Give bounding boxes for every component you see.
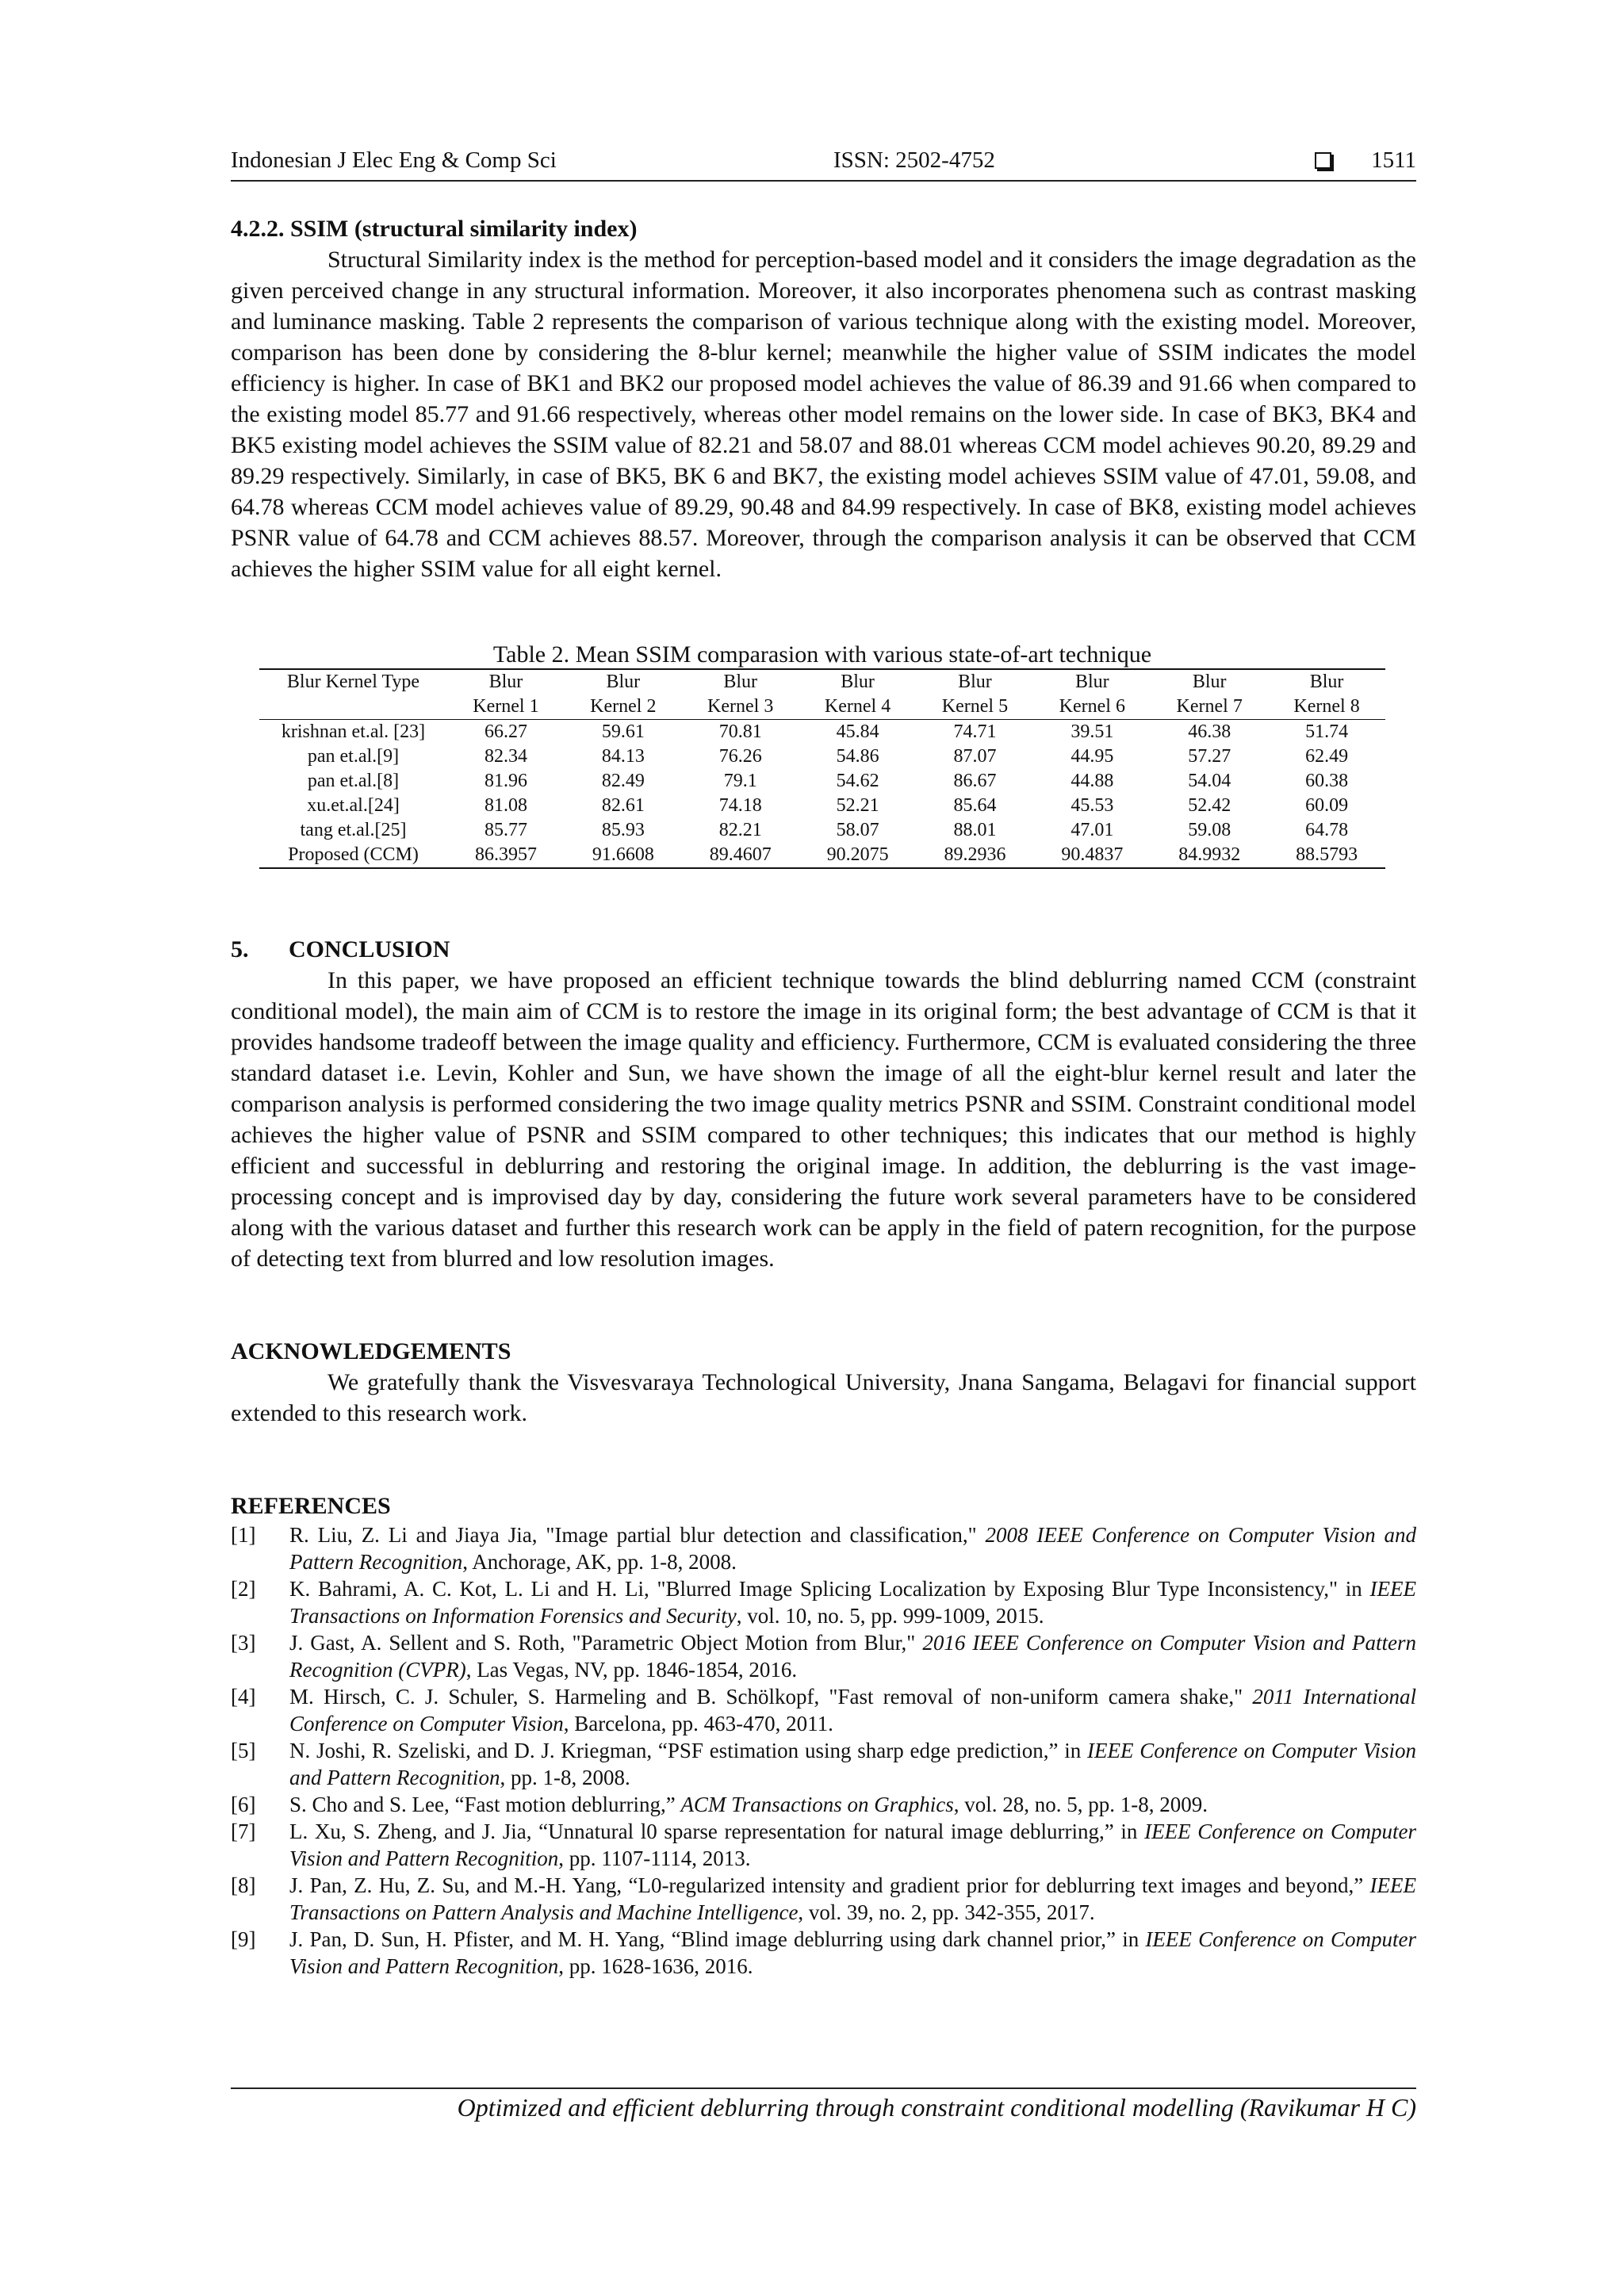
table-cell: 82.61 [601, 795, 645, 816]
table-cell: 88.01 [953, 820, 997, 840]
acknowledgements-heading: ACKNOWLEDGEMENTS [231, 1338, 511, 1364]
page-number: 1511 [1371, 147, 1416, 173]
table-row-method: Proposed (CCM) [259, 843, 447, 868]
ssim-paragraph: Structural Similarity index is the method for perception-based model and it considers the image degradation as the given perceived change in any structural information. Moreover, it also incorporates phenomena such as contrast masking and luminance masking. Table 2 represents the comparison of various technique along with the existing model. Moreover, comparison has been done by considering the 8-blur kernel; meanwhile the higher value of SSIM indicates the model efficiency is higher. In case of BK1 and BK2 our proposed model achieves the value of 86.39 and 91.66 when compared to the existing model 85.77 and 91.66 respectively, whereas other model remains on the lower side. In case of BK3, BK4 and BK5 existing model achieves the SSIM value of 82.21 and 58.07 and 88.01 whereas CCM model achieves 90.20, 89.29 and 89.29 respectively. Similarly, in case of BK5, BK 6 and BK7, the existing model achieves SSIM value of 47.01, 59.08, and 64.78 whereas CCM model achieves value of 89.29, 90.48 and 84.99 respectively. In case of BK8, existing model achieves PSNR value of 64.78 and CCM achieves 88.57. Moreover, through the comparison analysis it can be observed that CCM achieves the higher SSIM value for all eight kernel. [231, 247, 1416, 582]
table-header-empty [259, 695, 447, 720]
table-cell: 47.01 [1071, 820, 1114, 840]
table-row [259, 744, 1385, 769]
table-cell: 54.04 [1188, 771, 1231, 791]
table-cell: 85.77 [484, 820, 527, 840]
table-cell: 81.08 [484, 795, 527, 816]
reference-item [231, 1737, 1416, 1791]
table-header-cell: Kernel 7 [1151, 695, 1268, 720]
table-cell: 70.81 [718, 721, 762, 742]
table-cell: 86.3957 [447, 843, 565, 868]
reference-item [231, 1818, 1416, 1872]
table-cell: 60.09 [1305, 795, 1349, 816]
table-cell: 82.49 [601, 771, 645, 791]
reference-number: [4] [231, 1685, 256, 1709]
table-header-blur-kernel-type: Blur Kernel Type [259, 669, 447, 695]
table-cell: 91.6608 [565, 843, 682, 868]
table-header-cell: Blur [682, 669, 799, 695]
table-cell: 89.2936 [917, 843, 1034, 868]
table-cell: 54.86 [836, 746, 879, 767]
conclusion-heading [231, 934, 1416, 965]
table-header-cell: Blur [799, 669, 917, 695]
reference-number: [5] [231, 1739, 256, 1762]
reference-text: M. Hirsch, C. J. Schuler, S. Harmeling and B. Schölkopf, "Fast removal of non-uniform camera shake," 2011 International Conference on Computer Vision, Barcelona, pp. 463-470, 2011. [289, 1685, 1417, 1735]
table-cell: 54.62 [836, 771, 879, 791]
reference-venue: IEEE Conference on Computer Vision and Pattern Recognition [289, 1820, 1417, 1870]
reference-item [231, 1575, 1416, 1629]
reference-number: [2] [231, 1577, 256, 1601]
page [231, 147, 1416, 1980]
table-row-method: krishnan et.al. [23] [281, 721, 426, 742]
reference-number: [3] [231, 1631, 256, 1655]
table-row-method: xu.et.al.[24] [307, 795, 400, 816]
table-header-cell: Kernel 1 [447, 695, 565, 720]
table-header-cell: Kernel 5 [917, 695, 1034, 720]
reference-text: J. Pan, D. Sun, H. Pfister, and M. H. Yang, “Blind image deblurring using dark channel prior,” in IEEE Conference on Computer Vision and Pattern Recognition, pp. 1628-1636, 2016. [289, 1927, 1417, 1978]
ssim-table [259, 668, 1385, 869]
table-cell: 86.67 [953, 771, 997, 791]
table-header-cell: Blur [565, 669, 682, 695]
table-header-cell: Kernel 4 [799, 695, 917, 720]
table-cell: 87.07 [953, 746, 997, 767]
table-header-cell: Blur [917, 669, 1034, 695]
footer-divider [231, 2087, 1416, 2089]
reference-text: R. Liu, Z. Li and Jiaya Jia, "Image partial blur detection and classification," 2008 IEEE Conference on Computer Vision and Pattern Recognition, Anchorage, AK, pp. 1-8, 2008. [289, 1523, 1416, 1574]
table-row [259, 794, 1385, 818]
reference-number: [6] [231, 1793, 256, 1816]
table-header-row-1 [259, 669, 1385, 695]
table-cell: 59.08 [1188, 820, 1231, 840]
table-cell: 90.2075 [799, 843, 917, 868]
acknowledgements-paragraph: We gratefully thank the Visvesvaraya Technological University, Jnana Sangama, Belagavi for financial support extended to this research work. [231, 1369, 1416, 1426]
table-cell: 57.27 [1188, 746, 1231, 767]
table-cell: 66.27 [484, 721, 527, 742]
table-cell: 39.51 [1071, 721, 1114, 742]
reference-item [231, 1629, 1416, 1683]
table-cell: 79.1 [723, 771, 757, 791]
references-heading: REFERENCES [231, 1493, 391, 1519]
table-cell: 74.71 [953, 721, 997, 742]
reference-venue: IEEE Transactions on Information Forensics and Security [289, 1577, 1416, 1628]
table-cell: 62.49 [1305, 746, 1349, 767]
reference-number: [1] [231, 1523, 256, 1547]
table-cell: 84.9932 [1151, 843, 1268, 868]
table-cell: 81.96 [484, 771, 527, 791]
reference-venue: 2016 IEEE Conference on Computer Vision and Pattern Recognition (CVPR) [289, 1631, 1416, 1682]
reference-text: L. Xu, S. Zheng, and J. Jia, “Unnatural l0 sparse representation for natural image deblurring,” in IEEE Conference on Computer Vision and Pattern Recognition, pp. 1107-1114, 2013. [289, 1820, 1417, 1870]
table-row [259, 818, 1385, 843]
table-row-method: pan et.al.[8] [307, 771, 400, 791]
reference-venue: IEEE Conference on Computer Vision and Pattern Recognition [289, 1927, 1417, 1978]
table-header-cell: Blur [1033, 669, 1151, 695]
issn: ISSN: 2502-4752 [833, 147, 995, 173]
table-cell: 64.78 [1305, 820, 1349, 840]
reference-venue: IEEE Transactions on Pattern Analysis and Machine Intelligence [289, 1873, 1416, 1924]
reference-number: [8] [231, 1873, 256, 1897]
table-cell: 44.95 [1071, 746, 1114, 767]
table-row [259, 843, 1385, 868]
table-row [259, 769, 1385, 794]
table-cell: 88.5793 [1268, 843, 1385, 868]
table-cell: 45.53 [1071, 795, 1114, 816]
reference-venue: 2011 International Conference on Computer Vision [289, 1685, 1417, 1735]
reference-item [231, 1926, 1416, 1980]
table-header-row-2 [259, 695, 1385, 720]
reference-number: [7] [231, 1820, 256, 1843]
running-footer: Optimized and efficient deblurring through constraint conditional modelling (Ravikumar H C) [457, 2093, 1416, 2122]
reference-item [231, 1872, 1416, 1926]
table-header-cell: Blur [1151, 669, 1268, 695]
journal-name: Indonesian J Elec Eng & Comp Sci [231, 147, 557, 173]
table-header-cell: Kernel 2 [565, 695, 682, 720]
table-header-cell: Kernel 8 [1268, 695, 1385, 720]
references-list [231, 1521, 1416, 1980]
reference-item [231, 1683, 1416, 1737]
table-cell: 85.64 [953, 795, 997, 816]
table-cell: 74.18 [718, 795, 762, 816]
table-cell: 60.38 [1305, 771, 1349, 791]
reference-text: J. Gast, A. Sellent and S. Roth, "Parametric Object Motion from Blur," 2016 IEEE Conference on Computer Vision and Pattern Recognition (CVPR), Las Vegas, NV, pp. 1846-1854, 2016. [289, 1631, 1416, 1682]
table-cell: 82.34 [484, 746, 527, 767]
table-header-cell: Kernel 6 [1033, 695, 1151, 720]
table-cell: 85.93 [601, 820, 645, 840]
table-cell: 45.84 [836, 721, 879, 742]
reference-venue: IEEE Conference on Computer Vision and Pattern Recognition [289, 1739, 1416, 1789]
table-header-cell: Blur [447, 669, 565, 695]
reference-item [231, 1521, 1416, 1575]
table-row [259, 720, 1385, 745]
reference-text: K. Bahrami, A. C. Kot, L. Li and H. Li, "Blurred Image Splicing Localization by Exposing Blur Type Inconsistency," in IEEE Transactions on Information Forensics and Security, vol. 10, no. 5, pp. 999-1009, 2015. [289, 1577, 1416, 1628]
table-2 [259, 641, 1385, 869]
reference-item [231, 1791, 1416, 1818]
table-header-cell: Blur [1268, 669, 1385, 695]
page-number-group [1315, 147, 1416, 174]
table-cell: 84.13 [601, 746, 645, 767]
conclusion-number: 5. [231, 936, 249, 962]
reference-venue: 2008 IEEE Conference on Computer Vision and Pattern Recognition [289, 1523, 1416, 1574]
running-header [231, 147, 1416, 182]
table-cell: 44.88 [1071, 771, 1114, 791]
checkbox-icon [1315, 152, 1331, 169]
table-cell: 59.61 [601, 721, 645, 742]
conclusion-paragraph: In this paper, we have proposed an efficient technique towards the blind deblurring named CCM (constraint conditional model), the main aim of CCM is to restore the image in its original form; the best advantage of CCM is that it provides handsome tradeoff between the image quality and efficiency. Furthermore, CCM is evaluated considering the three standard dataset i.e. Levin, Kohler and Sun, we have shown the image of all the eight-blur kernel result and later the comparison analysis is performed considering the two image quality metrics PSNR and SSIM. Constraint conditional model achieves the higher value of PSNR and SSIM compared to other techniques; this indicates that our method is highly efficient and successful in deblurring and restoring the original image. In addition, the deblurring is the vast image-processing concept and is improvised day by day, considering the future work several parameters have to be considered along with the various dataset and further this research work can be apply in the field of patern recognition, for the purpose of detecting text from blurred and low resolution images. [231, 967, 1416, 1272]
table-row-method: tang et.al.[25] [300, 820, 407, 840]
reference-text: N. Joshi, R. Szeliski, and D. J. Kriegman, “PSF estimation using sharp edge prediction,” in IEEE Conference on Computer Vision and Pattern Recognition, pp. 1-8, 2008. [289, 1739, 1416, 1789]
table-cell: 51.74 [1305, 721, 1349, 742]
table-cell: 76.26 [718, 746, 762, 767]
table-header-cell: Kernel 3 [682, 695, 799, 720]
table-cell: 58.07 [836, 820, 879, 840]
table-caption: Table 2. Mean SSIM comparasion with various state-of-art technique [492, 641, 1152, 668]
ssim-section-heading: 4.2.2. SSIM (structural similarity index) [231, 216, 638, 242]
table-cell: 82.21 [718, 820, 762, 840]
conclusion-title: CONCLUSION [289, 936, 450, 962]
reference-venue: ACM Transactions on Graphics [680, 1793, 954, 1816]
table-cell: 89.4607 [682, 843, 799, 868]
table-cell: 52.42 [1188, 795, 1231, 816]
table-cell: 46.38 [1188, 721, 1231, 742]
reference-text: J. Pan, Z. Hu, Z. Su, and M.-H. Yang, “L0-regularized intensity and gradient prior for deblurring text images and beyond,” IEEE Transactions on Pattern Analysis and Machine Intelligence, vol. 39, no. 2, pp. 342-355, 2017. [289, 1873, 1416, 1924]
table-row-method: pan et.al.[9] [307, 746, 400, 767]
reference-text: S. Cho and S. Lee, “Fast motion deblurring,” ACM Transactions on Graphics, vol. 28, no. 5, pp. 1-8, 2009. [289, 1793, 1208, 1816]
table-cell: 52.21 [836, 795, 879, 816]
table-cell: 90.4837 [1033, 843, 1151, 868]
reference-number: [9] [231, 1927, 256, 1951]
